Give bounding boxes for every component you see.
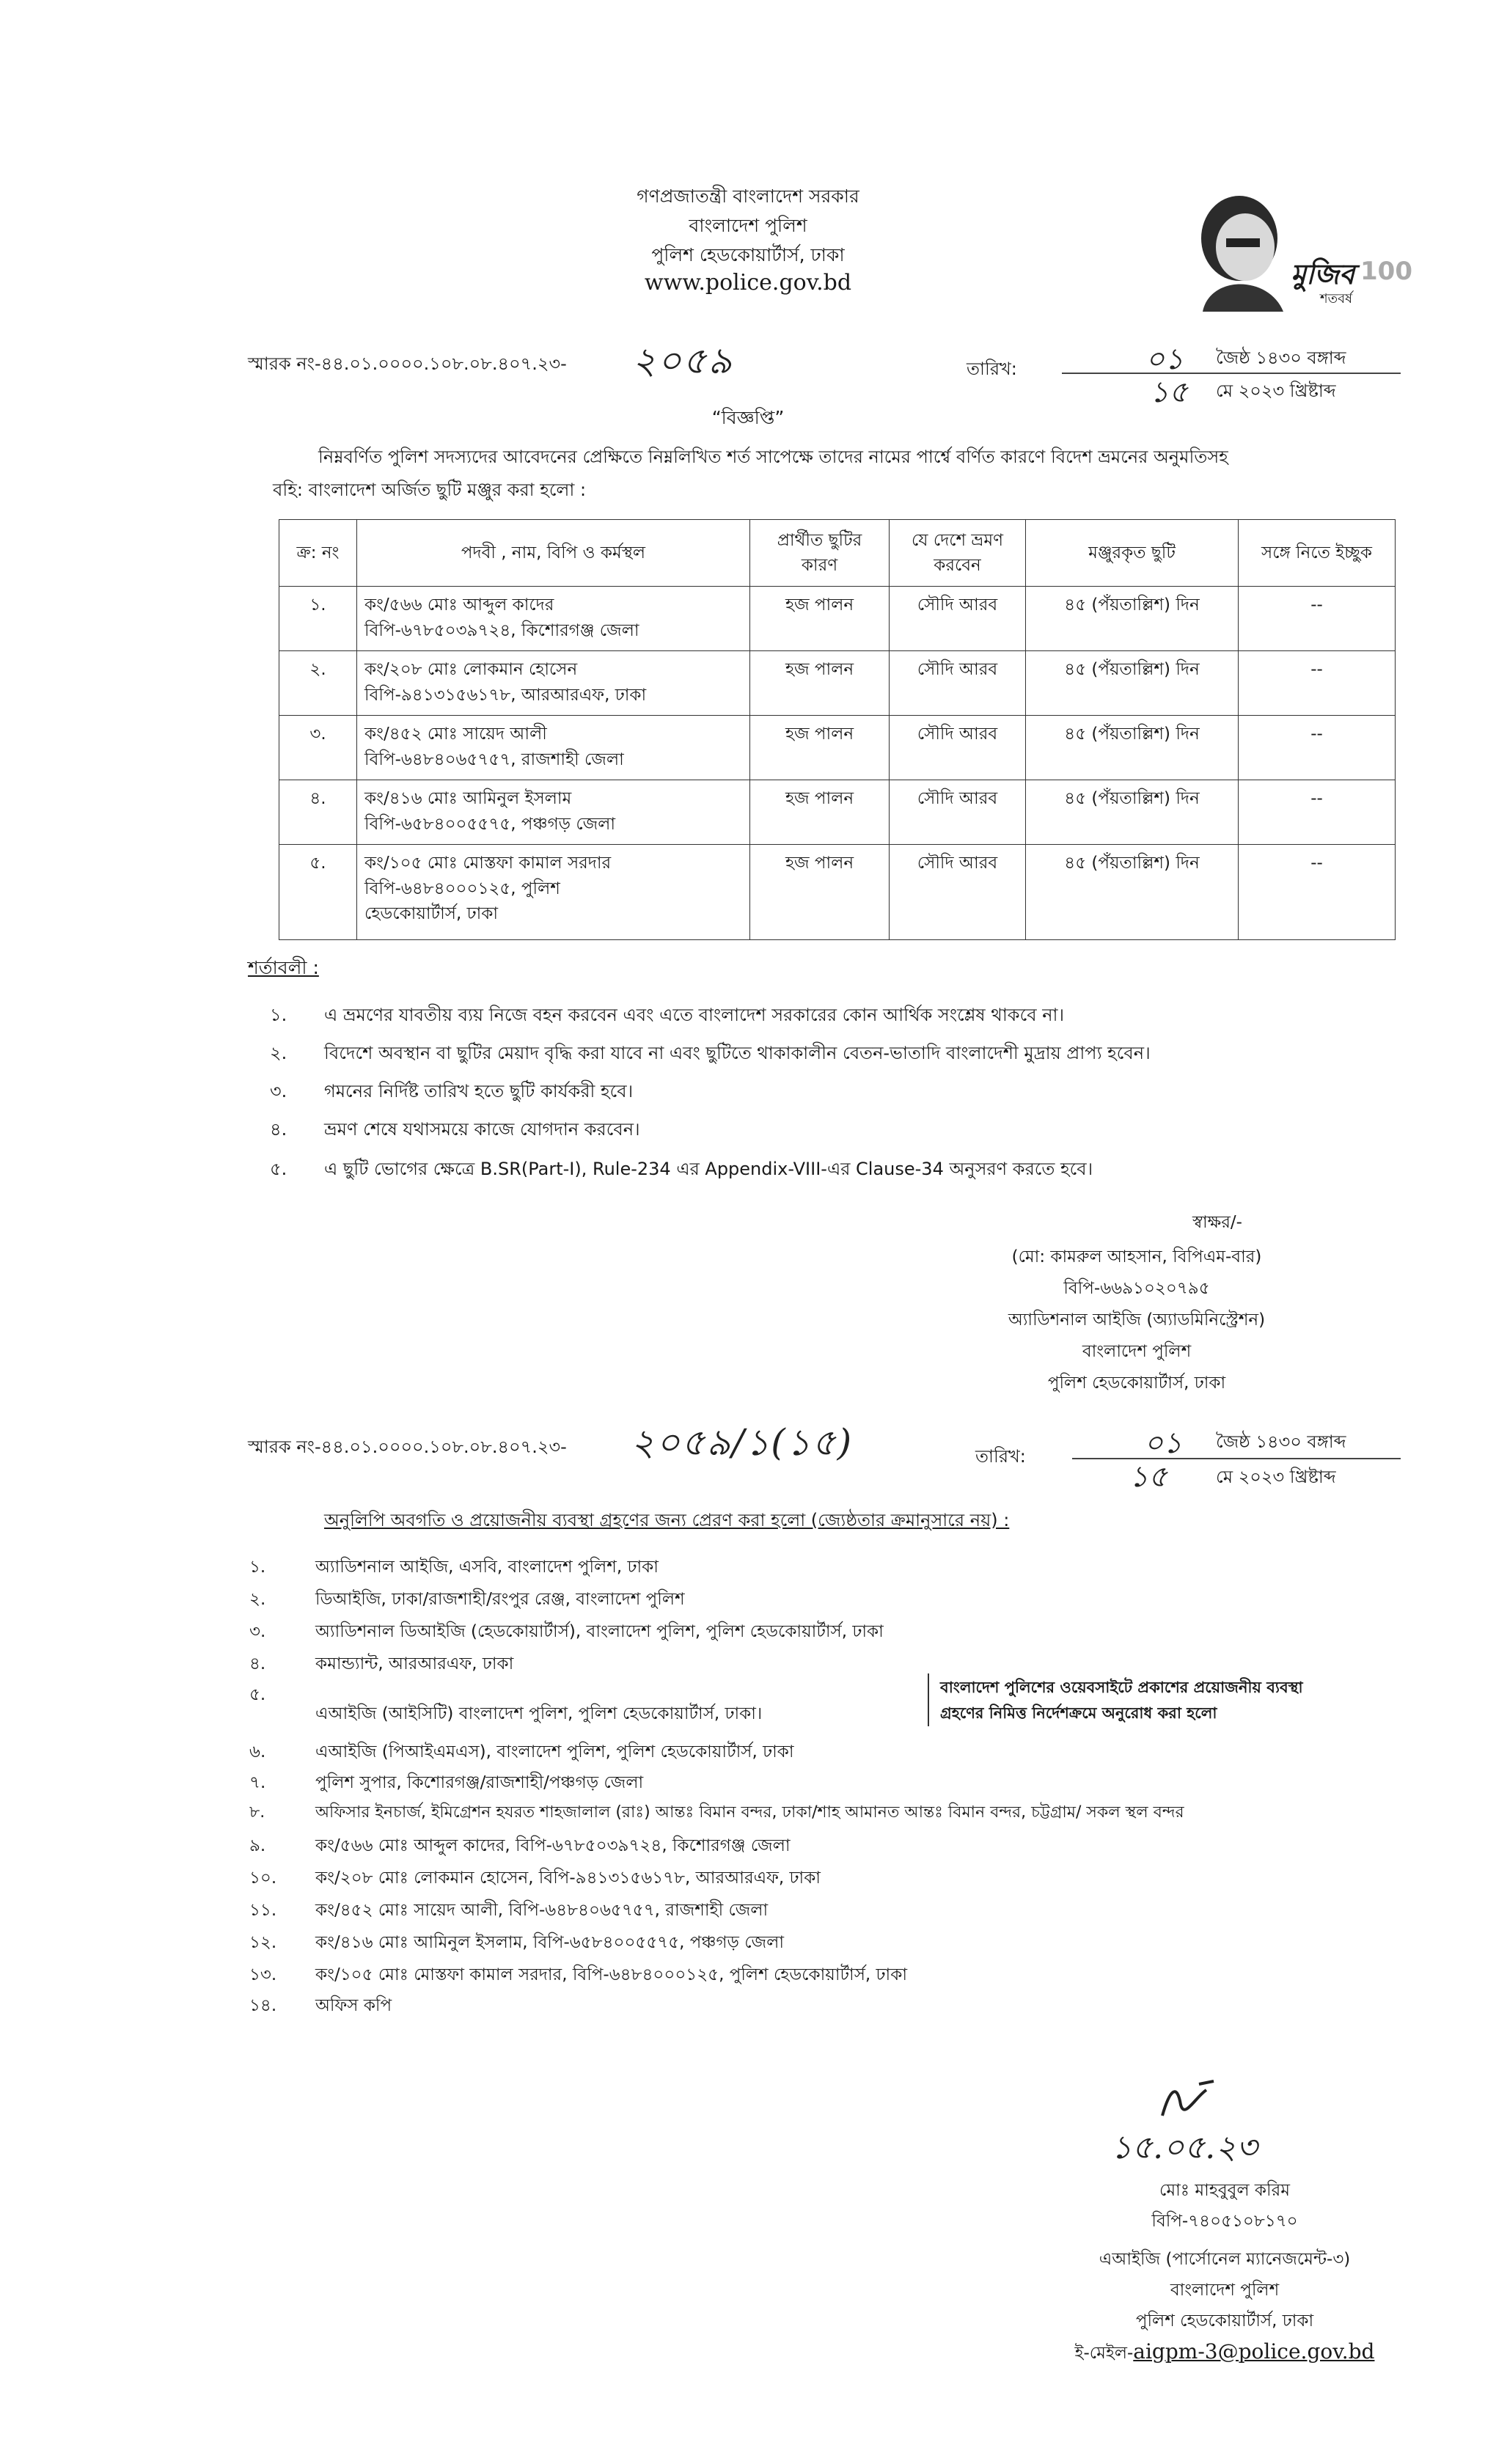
distribution-number: ৩. (249, 1622, 266, 1641)
distribution-item (249, 1585, 685, 1614)
date-english: মে ২০২৩ খ্রিষ্টাব্দ (1216, 381, 1336, 401)
row-person (357, 716, 750, 780)
row-companion: -- (1239, 780, 1396, 845)
person-line1: কং/১০৫ মোঃ মোস্তফা কামাল সরদার (364, 854, 612, 873)
date-label: তারিখ: (967, 359, 1017, 379)
row-leave: ৪৫ (পঁয়তাল্লিশ) দিন (1026, 651, 1239, 716)
signatory2-bp: বিপি-৭৪০৫১০৮১৭০ (1151, 2212, 1298, 2231)
row-leave: ৪৫ (পঁয়তাল্লিশ) দিন (1026, 780, 1239, 845)
table-row (279, 780, 1396, 845)
distribution-item (249, 1618, 884, 1646)
distribution-number: ১. (249, 1558, 266, 1577)
distribution-text: এআইজি (পিআইএমএস), বাংলাদেশ পুলিশ, পুলিশ হেডকোয়ার্টার্স, ঢাকা (315, 1742, 794, 1761)
person-line1: কং/৪১৬ মোঃ আমিনুল ইসলাম (364, 789, 572, 808)
header-website: www.police.gov.bd (644, 270, 852, 296)
header-companion: সঙ্গে নিতে ইচ্ছুক (1239, 520, 1396, 587)
table-row (279, 845, 1396, 940)
distribution-item (249, 1961, 907, 1990)
person-line2: বিপি-৬৭৮৫০৩৯৭২৪, কিশোরগঞ্জ জেলা (364, 620, 639, 640)
person-line1: কং/৪৫২ মোঃ সায়েদ আলী (364, 725, 547, 744)
row-country: সৌদি আরব (890, 845, 1026, 940)
email-prefix: ই-মেইল- (1074, 2344, 1134, 2363)
note-line1: বাংলাদেশ পুলিশের ওয়েবসাইটে প্রকাশের প্রয়োজনীয় ব্যবস্থা (940, 1679, 1303, 1696)
header-office: পুলিশ হেডকোয়ার্টার্স, ঢাকা (651, 244, 845, 265)
header-reason: প্রার্থীত ছুটির কারণ (750, 520, 890, 587)
distribution-number: ২. (249, 1590, 266, 1609)
memo-number-label: স্মারক নং-৪৪.০১.০০০০.১০৮.০৮.৪০৭.২৩- (248, 353, 567, 374)
date-divider (1062, 373, 1401, 374)
row-reason: হজ পালন (750, 587, 890, 651)
logo-text: মুজিব (1291, 258, 1355, 290)
header-government: গণপ্রজাতন্ত্রী বাংলাদেশ সরকার (637, 186, 859, 207)
signatory-office: পুলিশ হেডকোয়ার্টার্স, ঢাকা (1047, 1374, 1226, 1393)
distribution-item (249, 1832, 791, 1860)
condition-number: ১. (270, 1005, 287, 1025)
condition-item (270, 1156, 1093, 1185)
distribution-number: ৪. (249, 1654, 266, 1673)
memo2-date-english: মে ২০২৩ খ্রিষ্টাব্দ (1216, 1467, 1336, 1487)
row-serial: ৫. (279, 845, 357, 940)
condition-number: ৩. (270, 1081, 287, 1101)
signatory2-name: মোঃ মাহবুবুল করিম (1159, 2181, 1290, 2200)
signatory2-org: বাংলাদেশ পুলিশ (1170, 2281, 1280, 2300)
memo2-date-divider (1072, 1458, 1401, 1459)
distribution-text: কং/৪৫২ মোঃ সায়েদ আলী, বিপি-৬৪৮৪০৬৫৭৫৭, রাজশাহী জেলা (315, 1901, 769, 1920)
condition-number: ৪. (270, 1119, 287, 1140)
distribution-title: অনুলিপি অবগতি ও প্রয়োজনীয় ব্যবস্থা গ্রহণের জন্য প্রেরণ করা হলো (জ্যেষ্ঠতার ক্রমানুসারে নয়) : (324, 1510, 1010, 1530)
distribution-item (249, 1738, 794, 1767)
condition-text: এ ভ্রমণের যাবতীয় ব্যয় নিজে বহন করবেন এবং এতে বাংলাদেশ সরকারের কোন আর্থিক সংশ্লেষ থাকবে না। (324, 1005, 1065, 1025)
table-header-row (279, 520, 1396, 587)
memo2-date-bangla: জৈষ্ঠ ১৪৩০ বঙ্গাব্দ (1216, 1431, 1346, 1452)
person-line3: হেডকোয়ার্টার্স, ঢাকা (364, 904, 499, 923)
person-line1: কং/২০৮ মোঃ লোকমান হোসেন (364, 660, 578, 679)
distribution-number: ৫. (249, 1685, 266, 1704)
distribution-text: অফিসার ইনচার্জ, ইমিগ্রেশন হযরত শাহজালাল (রাঃ) আন্তঃ বিমান বন্দর, ঢাকা/শাহ আমানত আন্তঃ বিমান বন্দর, চট্টগ্রাম/ সকল স্থল বন্দর (315, 1803, 1184, 1822)
row-reason: হজ পালন (750, 716, 890, 780)
table-row (279, 716, 1396, 780)
email-link[interactable]: aigpm-3@police.gov.bd (1133, 2339, 1375, 2364)
condition-text: এ ছুটি ভোগের ক্ষেত্রে B.SR(Part-I), Rule-234 এর Appendix-VIII-এর Clause-34 অনুসরণ করতে হবে। (324, 1159, 1093, 1179)
header-serial: ক্র: নং (279, 520, 357, 587)
distribution-item (249, 1992, 392, 2020)
condition-number: ২. (270, 1043, 287, 1063)
distribution-number: ৬. (249, 1742, 266, 1761)
person-line2: বিপি-৬৫৮৪০০৫৫৭৫, পঞ্চগড় জেলা (364, 814, 616, 834)
distribution-number: ৮. (249, 1803, 265, 1822)
note-divider (928, 1673, 929, 1726)
header-leave: মঞ্জুরকৃত ছুটি (1026, 520, 1239, 587)
header-org: বাংলাদেশ পুলিশ (689, 215, 807, 236)
distribution-text: পুলিশ সুপার, কিশোরগঞ্জ/রাজশাহী/পঞ্চগড় জেলা (315, 1773, 644, 1792)
distribution-number: ১২. (249, 1933, 277, 1952)
distribution-number: ১৪. (249, 1996, 277, 2015)
row-country: সৌদি আরব (890, 651, 1026, 716)
memo2-date-bangla-day: ০১ (1144, 1426, 1182, 1460)
person-line2: বিপি-৬৪৮৪০০০১২৫, পুলিশ (364, 879, 560, 898)
signatory2-designation: এআইজি (পার্সোনেল ম্যানেজমেন্ট-৩) (1099, 2250, 1351, 2269)
note-line2: গ্রহণের নিমিত্ত নির্দেশক্রমে অনুরোধ করা হলো (940, 1704, 1217, 1722)
notice-intro-line1: নিম্নবর্ণিত পুলিশ সদস্যদের আবেদনের প্রেক্ষিতে নিম্নলিখিত শর্ত সাপেক্ষে তাদের নামের পার্শ্বে বর্ণিত কারণে বিদেশ ভ্রমনের অনুমতিসহ (318, 447, 1228, 467)
mujib-centenary-logo (1159, 187, 1412, 319)
header-country: যে দেশে ভ্রমণ করবেন (890, 520, 1026, 587)
row-person (357, 780, 750, 845)
distribution-text: কং/৪১৬ মোঃ আমিনুল ইসলাম, বিপি-৬৫৮৪০০৫৫৭৫, পঞ্চগড় জেলা (315, 1933, 785, 1952)
table-row (279, 651, 1396, 716)
distribution-text: অ্যাডিশনাল আইজি, এসবি, বাংলাদেশ পুলিশ, ঢাকা (315, 1558, 659, 1577)
signatory-designation: অ্যাডিশনাল আইজি (অ্যাডমিনিস্ট্রেশন) (1008, 1310, 1266, 1330)
signatory-bp: বিপি-৬৬৯১০২০৭৯৫ (1063, 1279, 1210, 1298)
condition-item (270, 1078, 633, 1107)
row-country: সৌদি আরব (890, 716, 1026, 780)
condition-item (270, 1116, 640, 1145)
handwritten-signature-icon (1155, 2075, 1221, 2127)
row-person (357, 845, 750, 940)
memo2-date-label: তারিখ: (975, 1446, 1026, 1467)
distribution-number: ১১. (249, 1901, 277, 1920)
person-line2: বিপি-৯৪১৩১৫৬১৭৮, আরআরএফ, ঢাকা (364, 685, 647, 705)
memo-number-handwritten: ২০৫৯ (632, 340, 733, 382)
distribution-text: অফিস কপি (315, 1996, 392, 2015)
row-serial: ৩. (279, 716, 357, 780)
distribution-number: ৭. (249, 1773, 266, 1792)
distribution-text: ডিআইজি, ঢাকা/রাজশাহী/রংপুর রেঞ্জ, বাংলাদেশ পুলিশ (315, 1590, 685, 1609)
row-companion: -- (1239, 845, 1396, 940)
distribution-text: এআইজি (আইসিটি) বাংলাদেশ পুলিশ, পুলিশ হেডকোয়ার্টার্স, ঢাকা। (315, 1704, 763, 1723)
date-english-day: ১৫ (1150, 375, 1188, 409)
row-person (357, 587, 750, 651)
memo2-number-label: স্মারক নং-৪৪.০১.০০০০.১০৮.০৮.৪০৭.২৩- (248, 1437, 567, 1457)
row-companion: -- (1239, 587, 1396, 651)
distribution-text: কং/২০৮ মোঃ লোকমান হোসেন, বিপি-৯৪১৩১৫৬১৭৮, আরআরএফ, ঢাকা (315, 1869, 821, 1888)
row-leave: ৪৫ (পঁয়তাল্লিশ) দিন (1026, 845, 1239, 940)
distribution-item (249, 1769, 643, 1797)
condition-text: ভ্রমণ শেষে যথাসময়ে কাজে যোগদান করবেন। (324, 1119, 640, 1140)
distribution-item-text-row (249, 1700, 762, 1728)
row-reason: হজ পালন (750, 780, 890, 845)
signed-mark (909, 1209, 1364, 1237)
memo2-date-english-day: ১৫ (1129, 1460, 1167, 1494)
distribution-item (249, 1929, 784, 1957)
distribution-item (249, 1650, 513, 1679)
row-leave: ৪৫ (পঁয়তাল্লিশ) দিন (1026, 587, 1239, 651)
distribution-text: অ্যাডিশনাল ডিআইজি (হেডকোয়ার্টার্স), বাংলাদেশ পুলিশ, পুলিশ হেডকোয়ার্টার্স, ঢাকা (315, 1622, 884, 1641)
logo-number: 100 (1360, 257, 1412, 286)
row-person (357, 651, 750, 716)
condition-number: ৫. (270, 1159, 287, 1179)
row-serial: ২. (279, 651, 357, 716)
distribution-item (249, 1864, 821, 1893)
row-companion: -- (1239, 651, 1396, 716)
distribution-item (249, 1553, 659, 1582)
distribution-text: কং/৫৬৬ মোঃ আব্দুল কাদের, বিপি-৬৭৮৫০৩৯৭২৪, কিশোরগঞ্জ জেলা (315, 1836, 791, 1855)
notice-title: “বিজ্ঞপ্তি” (711, 407, 785, 428)
distribution-item (249, 1800, 1184, 1827)
distribution-item (249, 1896, 768, 1925)
signatory-org: বাংলাদেশ পুলিশ (1082, 1342, 1192, 1361)
date-bangla: জৈষ্ঠ ১৪৩০ বঙ্গাব্দ (1216, 348, 1346, 368)
signatory2-office: পুলিশ হেডকোয়ার্টার্স, ঢাকা (1135, 2311, 1314, 2331)
date-bangla-day: ০১ (1145, 342, 1184, 376)
person-line2: বিপি-৬৪৮৪০৬৫৭৫৭, রাজশাহী জেলা (364, 749, 624, 769)
distribution-number: ১৩. (249, 1965, 277, 1984)
header-designation: পদবী , নাম, বিপি ও কর্মস্থল (357, 520, 750, 587)
notice-intro-line2: বহি: বাংলাদেশ অর্জিত ছুটি মঞ্জুর করা হলো : (273, 480, 587, 500)
leave-table (279, 519, 1396, 940)
table-row (279, 587, 1396, 651)
person-line1: কং/৫৬৬ মোঃ আব্দুল কাদের (364, 595, 554, 615)
conditions-title: শর্তাবলী : (248, 957, 319, 978)
distribution-text: কং/১০৫ মোঃ মোস্তফা কামাল সরদার, বিপি-৬৪৮৪০০০১২৫, পুলিশ হেডকোয়ার্টার্স, ঢাকা (315, 1965, 907, 1984)
row-companion: -- (1239, 716, 1396, 780)
signed-text: স্বাক্ষর/- (1192, 1213, 1242, 1232)
distribution-text: কমান্ড্যান্ট, আরআরএফ, ঢাকা (315, 1654, 514, 1673)
row-serial: ৪. (279, 780, 357, 845)
row-country: সৌদি আরব (890, 780, 1026, 845)
logo-subtext: শতবর্ষ (1320, 291, 1353, 307)
row-leave: ৪৫ (পঁয়তাল্লিশ) দিন (1026, 716, 1239, 780)
signatory2-email-line (1056, 2339, 1393, 2368)
signatory-name: (মো: কামরুল আহসান, বিপিএম-বার) (1011, 1247, 1262, 1266)
row-serial: ১. (279, 587, 357, 651)
condition-item (270, 1040, 1151, 1069)
row-reason: হজ পালন (750, 651, 890, 716)
condition-text: বিদেশে অবস্থান বা ছুটির মেয়াদ বৃদ্ধি করা যাবে না এবং ছুটিতে থাকাকালীন বেতন-ভাতাদি বাংলাদেশী মুদ্রায় প্রাপ্য হবেন। (324, 1043, 1151, 1063)
memo2-number-handwritten: ২০৫৯/১(১৫) (631, 1421, 854, 1464)
portrait-icon (1159, 187, 1401, 319)
row-country: সৌদি আরব (890, 587, 1026, 651)
signature-handwritten-date: ১৫.০৫.২৩ (1111, 2129, 1258, 2166)
distribution-number: ১০. (249, 1869, 277, 1888)
condition-text: গমনের নির্দিষ্ট তারিখ হতে ছুটি কার্যকরী হবে। (324, 1081, 634, 1101)
distribution-number: ৯. (249, 1836, 266, 1855)
row-reason: হজ পালন (750, 845, 890, 940)
condition-item (270, 1002, 1064, 1031)
